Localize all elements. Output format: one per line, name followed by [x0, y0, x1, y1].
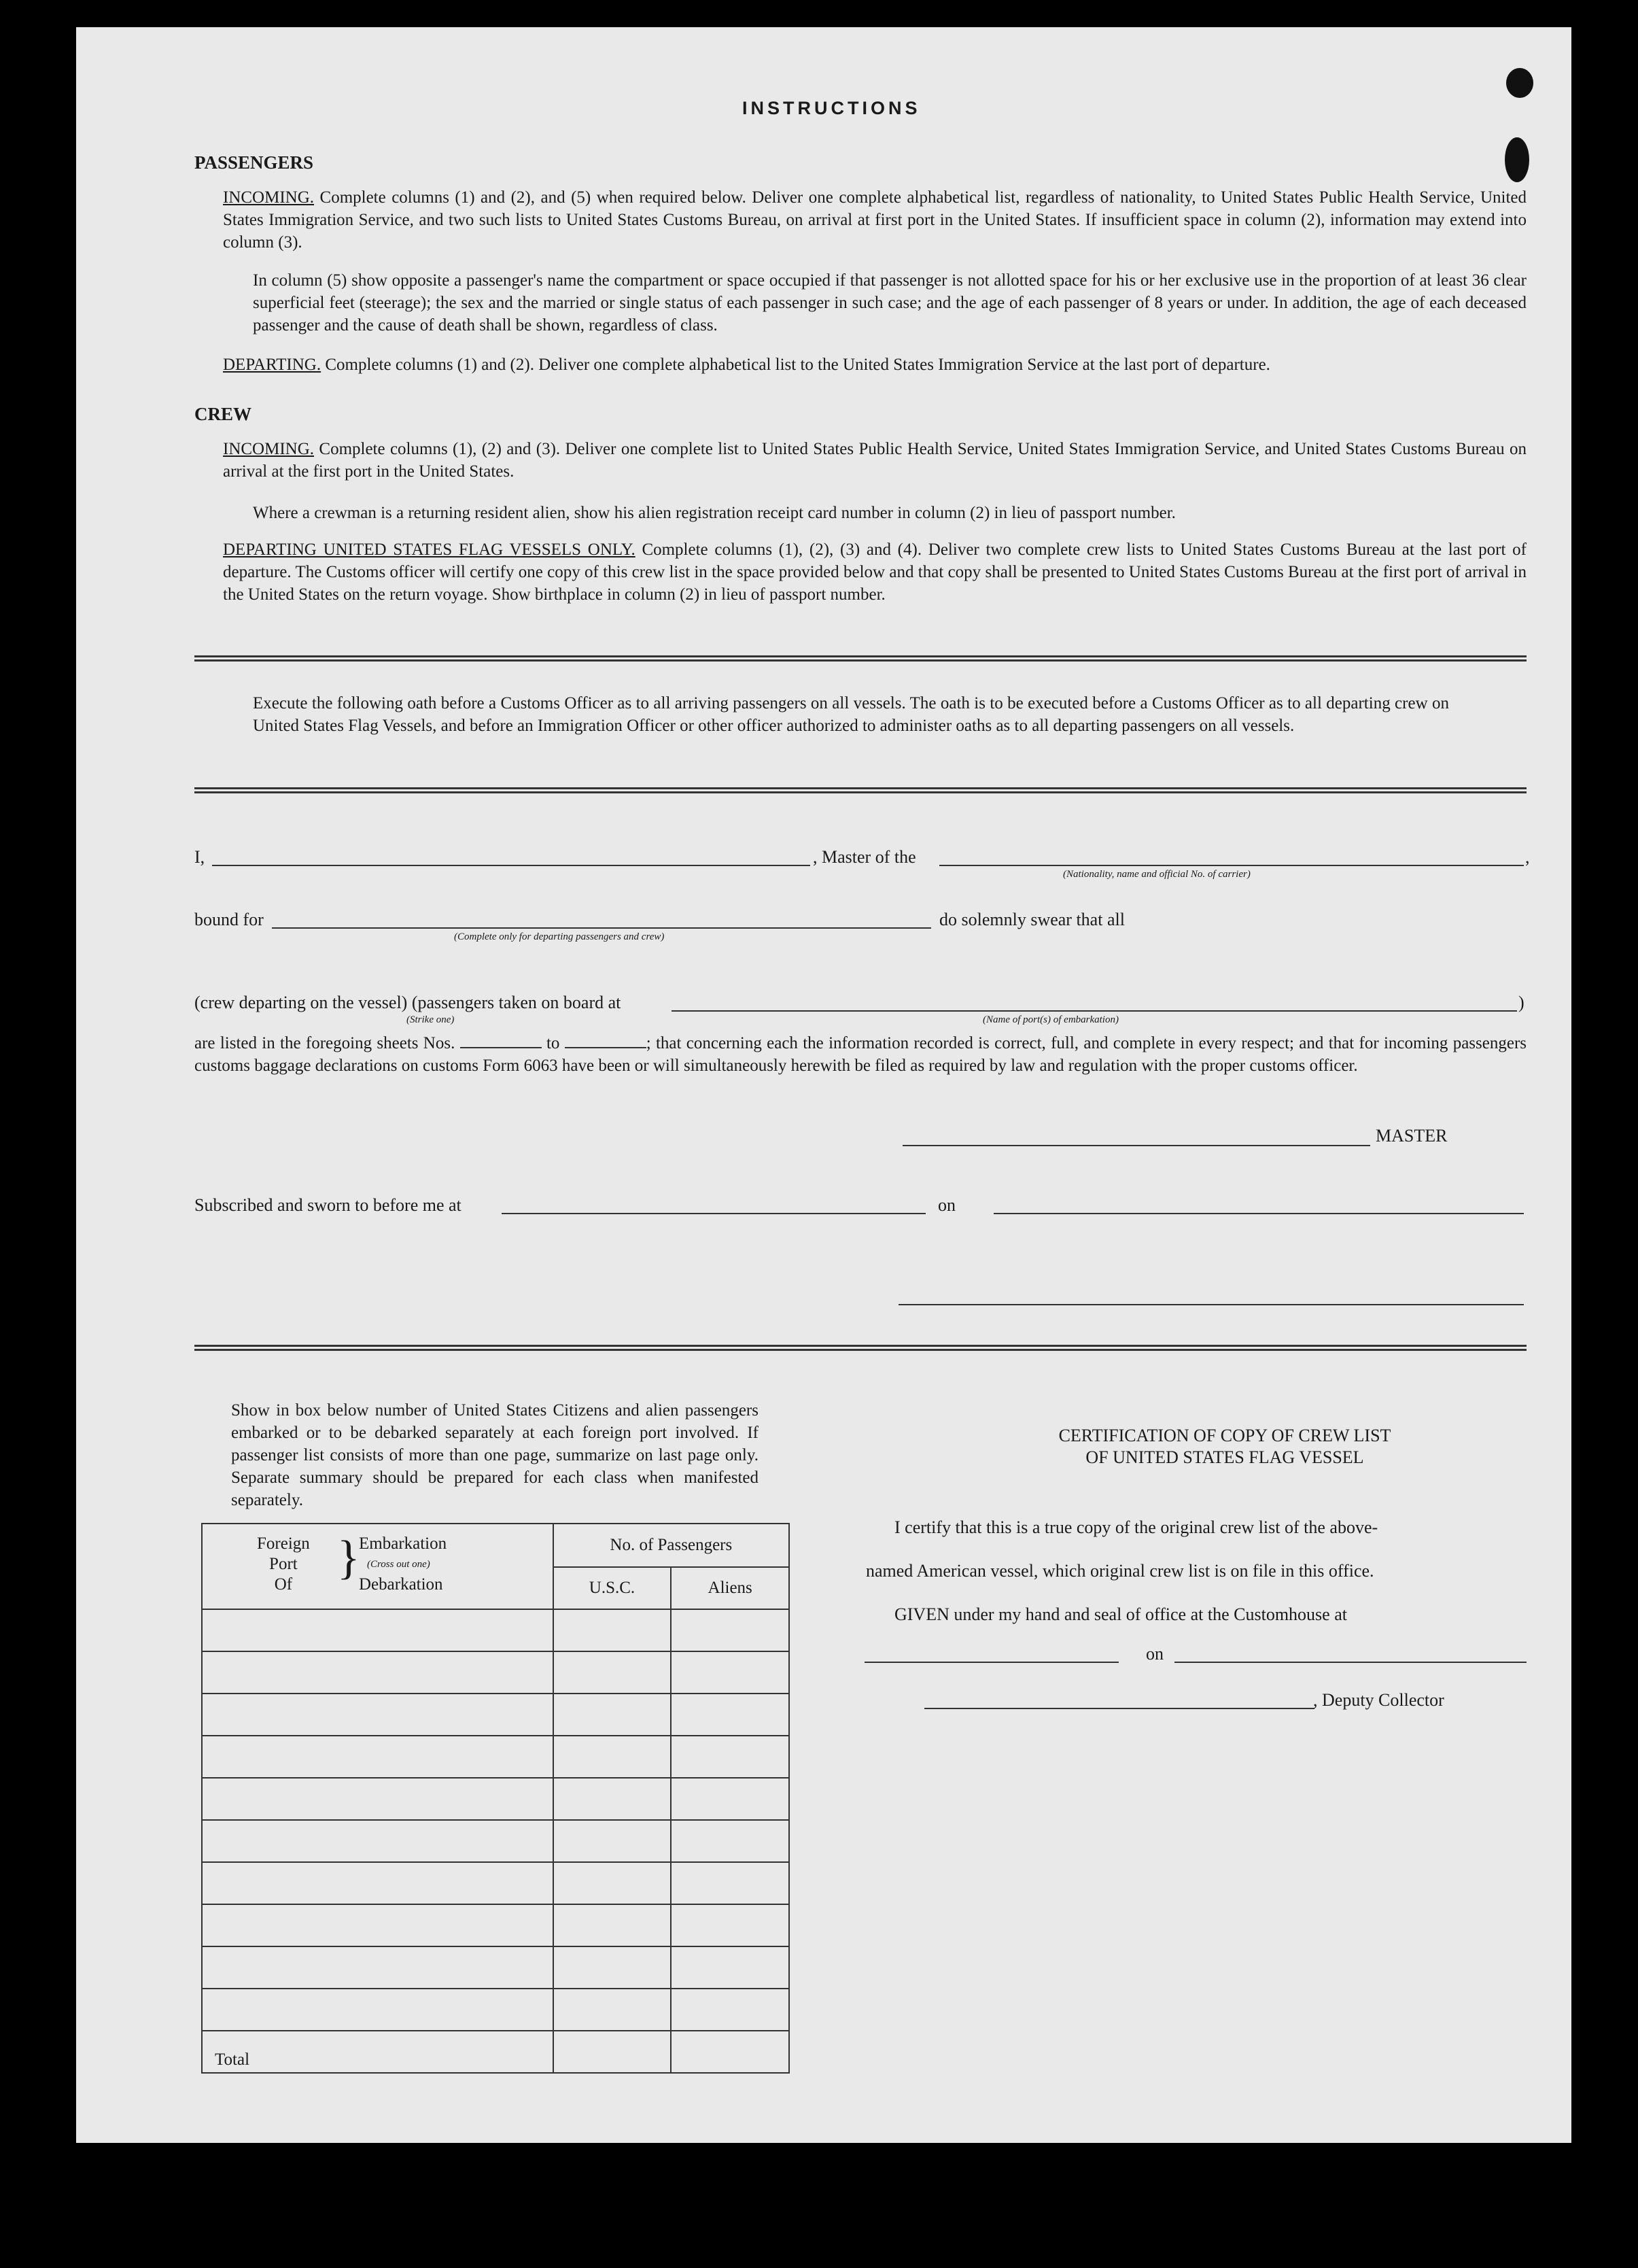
embark-debark — [359, 1534, 447, 1595]
aliens-cell[interactable] — [671, 1946, 789, 1989]
certification-title-line2: OF UNITED STATES FLAG VESSEL — [1085, 1447, 1364, 1467]
total-label: Total — [202, 2031, 553, 2073]
master-name-field[interactable] — [212, 865, 810, 866]
port-cell[interactable] — [202, 1651, 553, 1694]
port-cell[interactable] — [202, 1904, 553, 1946]
brace-icon: } — [337, 1532, 360, 1584]
crew-departing — [223, 538, 1527, 606]
master-signature-field[interactable] — [903, 1145, 1370, 1146]
passengers-heading: PASSENGERS — [194, 152, 314, 173]
sheet-from-field[interactable] — [460, 1047, 542, 1048]
cert-date-field[interactable] — [1174, 1662, 1527, 1663]
port-cell[interactable] — [202, 1778, 553, 1820]
oath-instructions: Execute the following oath before a Customs Officer as to all arriving passengers on all vessels. The oath is to be executed before a Customs Officer as to all departing crew on United States Flag Vessels, and before an Immigration Officer or other officer authorized to administer oaths as to all departing passengers on all vessels. — [253, 694, 1449, 735]
usc-cell[interactable] — [553, 1609, 672, 1651]
listed-to: to — [546, 1034, 560, 1052]
usc-header: U.S.C. — [553, 1567, 672, 1609]
port-cell[interactable] — [202, 1946, 553, 1989]
table-row — [202, 1989, 789, 2031]
table-row — [202, 1862, 789, 1904]
crew-departing-text: Complete columns (1), (2), (3) and (4). Deliver two complete crew lists to United States Customs Bureau at the last port of departure. The Customs officer will certify one copy of this crew list in the space provided below and that copy shall be presented to United States Customs Bureau at the first port of arrival in the United States on the return voyage. Show birthplace in column (2) in lieu of passport number. — [223, 540, 1527, 604]
complete-only-caption: (Complete only for departing passengers and crew) — [454, 931, 665, 942]
divider-3 — [194, 1345, 1527, 1351]
total-row — [202, 2031, 789, 2073]
port-label: Port — [269, 1555, 298, 1573]
aliens-cell[interactable] — [671, 1820, 789, 1862]
table-row — [202, 1609, 789, 1651]
passengers-departing-label: DEPARTING. — [223, 356, 321, 374]
table-row — [202, 1651, 789, 1694]
port-cell[interactable] — [202, 1694, 553, 1736]
subscribed-label: Subscribed and sworn to before me at — [194, 1195, 461, 1215]
bound-for-label: bound for — [194, 910, 264, 929]
usc-cell[interactable] — [553, 1651, 672, 1694]
sworn-on-label: on — [938, 1195, 956, 1215]
punch-hole-icon — [1506, 68, 1533, 98]
of-label: Of — [274, 1575, 293, 1594]
certify-line2: named American vessel, which original crew list is on file in this office. — [866, 1561, 1374, 1581]
comma: , — [1525, 847, 1530, 867]
table-row — [202, 1694, 789, 1736]
divider-1 — [194, 655, 1527, 662]
aliens-cell[interactable] — [671, 1904, 789, 1946]
certify-line1: I certify that this is a true copy of the original crew list of the above- — [894, 1517, 1378, 1537]
swear-label: do solemnly swear that all — [939, 910, 1125, 929]
sworn-place-field[interactable] — [502, 1213, 926, 1214]
cross-out-caption: (Cross out one) — [367, 1559, 430, 1570]
passengers-incoming-text: Complete columns (1) and (2), and (5) when required below. Deliver one complete alphabetical list, regardless of nationality, to United States Public Health Service, United States Immigration Service, and two such lists to United States Customs Bureau, on arrival at first port in the United States. If insufficient space in column (2), information may extend into column (3). — [223, 188, 1527, 252]
total-aliens-cell[interactable] — [671, 2031, 789, 2073]
given-label: GIVEN under my hand and seal of office at the Customhouse at — [894, 1604, 1347, 1624]
table-row — [202, 1820, 789, 1862]
listed-suffix: ; that concerning each the information recorded is correct, full, and complete in every respect; and that for incoming passengers customs baggage declarations on customs Form 6063 have been or will simultaneously herewith be filed as required by law and regulation with the proper customs officer. — [194, 1034, 1527, 1075]
passengers-incoming-label: INCOMING. — [223, 188, 315, 207]
listed-statement — [194, 1032, 1527, 1077]
passengers-column5: In column (5) show opposite a passenger's name the compartment or space occupied if that passenger is not allotted space for his or her exclusive use in the proportion of at least 36 clear superficial feet (steerage); the sex and the married or single status of each passenger in such case; and the age of each passenger of 8 years or under. In addition, the age of each deceased passenger and the cause of death shall be shown, regardless of class. — [253, 271, 1527, 334]
deputy-signature-field[interactable] — [924, 1708, 1314, 1709]
port-cell[interactable] — [202, 1820, 553, 1862]
customhouse-field[interactable] — [865, 1662, 1119, 1663]
usc-cell[interactable] — [553, 1694, 672, 1736]
passengers-departing-text: Complete columns (1) and (2). Deliver one complete alphabetical list to the United States Immigration Service at the last port of departure. — [325, 356, 1270, 374]
port-cell[interactable] — [202, 1989, 553, 2031]
crew-returning: Where a crewman is a returning resident alien, show his alien registration receipt card number in column (2) in lieu of passport number. — [253, 504, 1176, 522]
port-cell[interactable] — [202, 1609, 553, 1651]
no-passengers-header: No. of Passengers — [553, 1524, 789, 1567]
table-row — [202, 1778, 789, 1820]
passenger-summary-table — [201, 1523, 790, 2074]
nationality-caption: (Nationality, name and official No. of carrier) — [1063, 869, 1251, 880]
embarkation-ports-field[interactable] — [672, 1010, 1517, 1012]
listed-prefix: are listed in the foregoing sheets Nos. — [194, 1034, 455, 1052]
deputy-collector-label: , Deputy Collector — [1313, 1690, 1444, 1710]
crew-incoming-label: INCOMING. — [223, 440, 315, 458]
table-row — [202, 1736, 789, 1778]
port-header-cell — [202, 1524, 553, 1609]
vessel-field[interactable] — [939, 865, 1524, 866]
aliens-header: Aliens — [671, 1567, 789, 1609]
form-sheet — [76, 27, 1571, 2143]
usc-cell[interactable] — [553, 1904, 672, 1946]
cert-on-label: on — [1146, 1644, 1164, 1664]
debarkation-label: Debarkation — [359, 1575, 443, 1594]
passengers-departing — [223, 354, 1527, 376]
aliens-cell[interactable] — [671, 1694, 789, 1736]
aliens-cell[interactable] — [671, 1862, 789, 1904]
aliens-cell[interactable] — [671, 1989, 789, 2031]
usc-cell[interactable] — [553, 1778, 672, 1820]
table-row — [202, 1946, 789, 1989]
aliens-cell[interactable] — [671, 1609, 789, 1651]
summary-instructions: Show in box below number of United States Citizens and alien passengers embarked or to be debarked separately at each foreign port involved. If passenger list consists of more than one page, summarize on last page only. Separate summary should be prepared for each class when manifested separately. — [231, 1401, 759, 1509]
total-usc-cell[interactable] — [553, 2031, 672, 2073]
certification-title — [919, 1425, 1531, 1468]
usc-cell[interactable] — [553, 1736, 672, 1778]
crew-incoming — [223, 438, 1527, 483]
foreign-label: Foreign — [257, 1534, 310, 1553]
aliens-cell[interactable] — [671, 1736, 789, 1778]
crew-heading: CREW — [194, 404, 252, 424]
table-row — [202, 1904, 789, 1946]
master-of-label: , Master of the — [813, 847, 916, 867]
official-signature-field[interactable] — [899, 1304, 1524, 1305]
oath-i-label: I, — [194, 847, 205, 867]
crew-incoming-text: Complete columns (1), (2) and (3). Deliver one complete list to United States Public Health Service, United States Immigration Service, and United States Customs Bureau on arrival at the first port in the United States. — [223, 440, 1527, 481]
punch-hole-icon — [1505, 137, 1529, 182]
close-paren: ) — [1518, 993, 1524, 1012]
crew-departing-label: DEPARTING UNITED STATES FLAG VESSELS ONLY. — [223, 540, 635, 559]
usc-cell[interactable] — [553, 1946, 672, 1989]
page-title: INSTRUCTIONS — [742, 98, 921, 118]
embarkation-label: Embarkation — [359, 1534, 447, 1553]
aliens-cell[interactable] — [671, 1778, 789, 1820]
usc-cell[interactable] — [553, 1989, 672, 2031]
ports-caption: (Name of port(s) of embarkation) — [983, 1014, 1119, 1025]
port-cell[interactable] — [202, 1736, 553, 1778]
usc-cell[interactable] — [553, 1862, 672, 1904]
passengers-incoming — [223, 186, 1527, 254]
divider-2 — [194, 787, 1527, 793]
port-cell[interactable] — [202, 1862, 553, 1904]
usc-cell[interactable] — [553, 1820, 672, 1862]
aliens-cell[interactable] — [671, 1651, 789, 1694]
bound-for-field[interactable] — [272, 927, 931, 929]
strike-one-caption: (Strike one) — [406, 1014, 455, 1025]
certification-title-line1: CERTIFICATION OF COPY OF CREW LIST — [1058, 1426, 1391, 1445]
sworn-date-field[interactable] — [994, 1213, 1524, 1214]
master-label: MASTER — [1376, 1126, 1448, 1146]
foreign-port-of — [257, 1534, 310, 1595]
sheet-to-field[interactable] — [565, 1047, 646, 1048]
crew-passengers-label: (crew departing on the vessel) (passengers taken on board at — [194, 993, 621, 1012]
